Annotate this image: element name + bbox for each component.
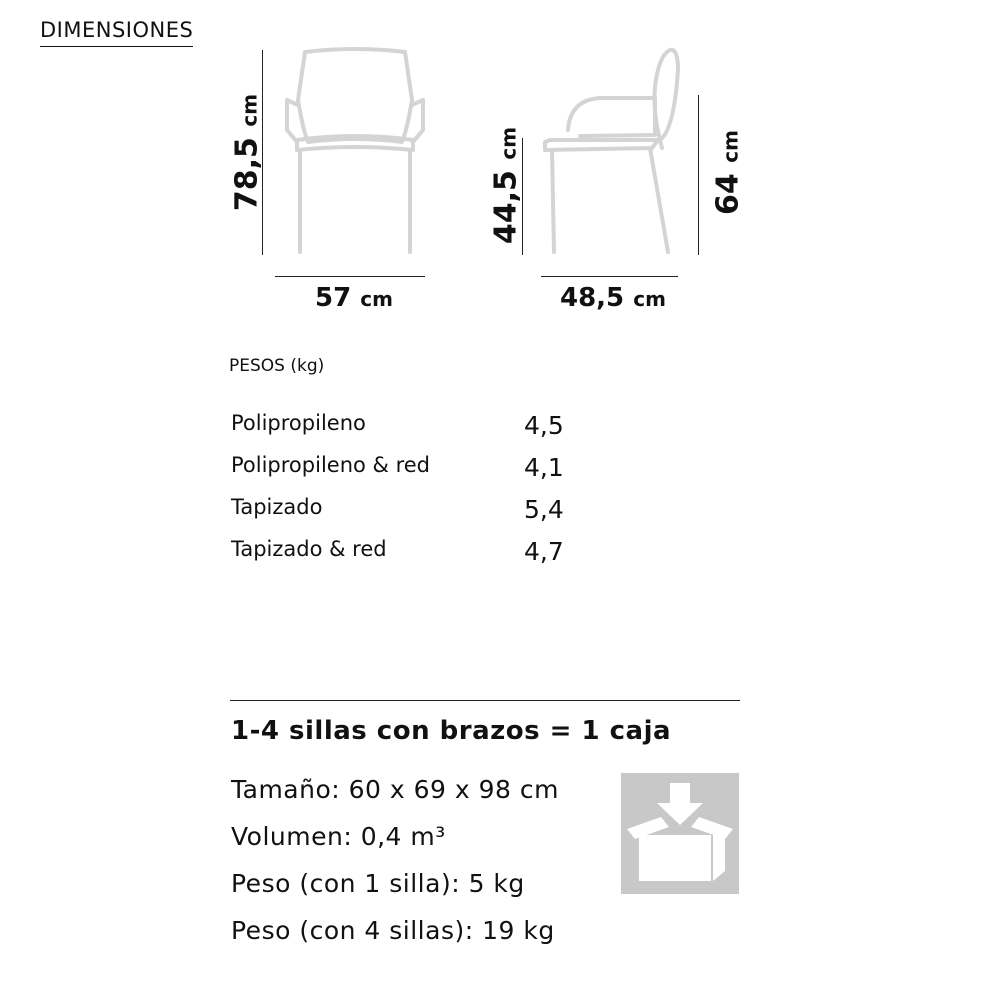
depth-line (541, 276, 678, 277)
front-width-unit: cm (360, 287, 393, 311)
packaging-weight-one: Peso (con 1 silla): 5 kg (231, 869, 525, 898)
section-divider (230, 700, 740, 701)
front-width-line (275, 276, 425, 277)
chair-side-view (540, 40, 690, 265)
front-width-value: 57 (315, 283, 352, 313)
packaging-size: Tamaño: 60 x 69 x 98 cm (231, 775, 559, 804)
front-height-unit: cm (237, 93, 262, 127)
seat-height-unit: cm (496, 126, 521, 160)
depth-unit: cm (633, 287, 666, 311)
seat-height-value: 44,5 (488, 170, 524, 245)
weight-label: Tapizado (231, 495, 323, 519)
arm-height-label (711, 113, 746, 233)
weight-label: Polipropileno (231, 411, 366, 435)
packaging-weight-four: Peso (con 4 sillas): 19 kg (231, 916, 555, 945)
section-title: DIMENSIONES (40, 18, 193, 47)
packaging-title: 1-4 sillas con brazos = 1 caja (231, 716, 672, 746)
arm-height-value: 64 (710, 173, 746, 215)
packaging-volume: Volumen: 0,4 m³ (231, 822, 446, 851)
arm-height-line (698, 95, 699, 255)
weight-value: 5,4 (524, 495, 564, 524)
depth-value: 48,5 (560, 283, 625, 313)
weights-header: PESOS (kg) (229, 356, 325, 376)
chair-front-view (275, 40, 435, 265)
front-height-label (230, 88, 265, 218)
weight-value: 4,7 (524, 537, 564, 566)
arm-height-unit: cm (718, 130, 743, 163)
weight-label: Polipropileno & red (231, 453, 431, 477)
weight-label: Tapizado & red (231, 537, 387, 561)
front-width-label (315, 283, 393, 313)
box-download-icon (621, 773, 739, 894)
seat-height-label (489, 116, 524, 256)
weight-value: 4,5 (524, 411, 564, 440)
depth-label (560, 283, 666, 313)
weight-value: 4,1 (524, 453, 564, 482)
front-height-value: 78,5 (229, 137, 265, 212)
